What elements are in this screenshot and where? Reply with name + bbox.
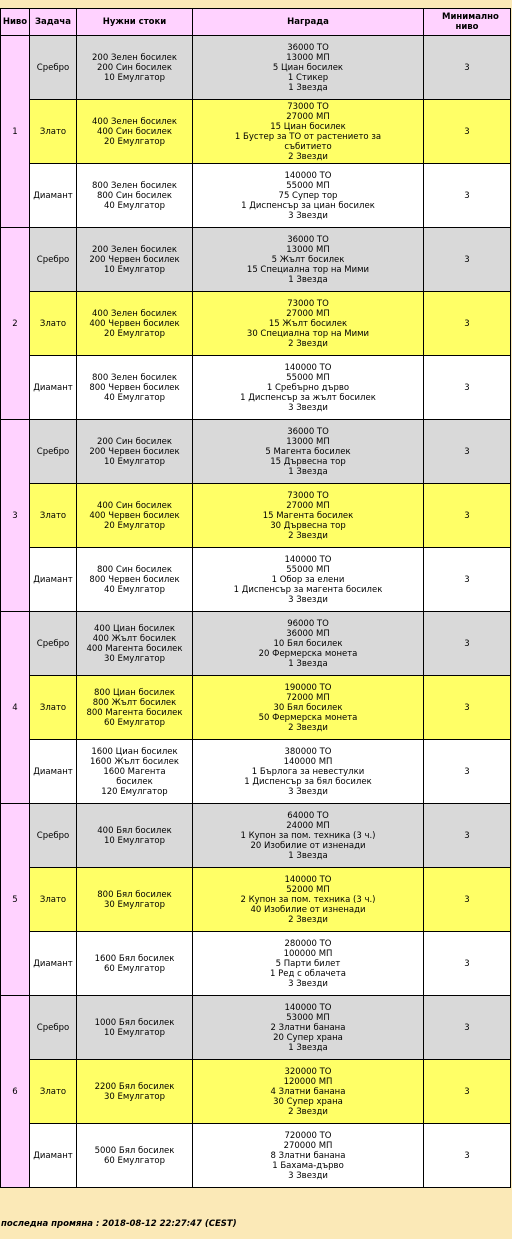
table-row: [1, 164, 511, 228]
task-cell: Злато: [30, 676, 77, 740]
goods-line: 800 Зелен босилек: [92, 180, 177, 191]
reward-line: 2 Звезди: [288, 722, 328, 733]
goods-cell: [77, 100, 193, 164]
reward-line: 1 Звезда: [288, 274, 328, 285]
reward-line: 30 Бял босилек: [273, 702, 343, 713]
table-row: [1, 36, 511, 100]
reward-line: 5 Циан босилек: [272, 62, 344, 73]
table-row: [1, 292, 511, 356]
goods-line: 10 Емулгатор: [104, 264, 165, 275]
reward-line: 140000 ТО: [284, 554, 332, 565]
table-row: [1, 356, 511, 420]
reward-line: 720000 ТО: [284, 1130, 332, 1141]
header-task: Задача: [30, 9, 77, 36]
goods-line: 30 Емулгатор: [104, 653, 165, 664]
reward-line: 320000 ТО: [284, 1066, 332, 1077]
reward-cell: [193, 932, 424, 996]
goods-line: 800 Син босилек: [96, 564, 173, 575]
reward-line: 20 Изобилие от изненади: [250, 840, 366, 851]
goods-line: 800 Жълт босилек: [92, 697, 177, 708]
reward-line: 75 Супер тор: [278, 190, 338, 201]
reward-line: 3 Звезди: [288, 210, 328, 221]
goods-cell: [77, 612, 193, 676]
reward-cell: [193, 292, 424, 356]
reward-cell: [193, 868, 424, 932]
table-row: [1, 740, 511, 804]
reward-line: 1 Сребърно дърво: [266, 382, 350, 393]
goods-line: 2200 Бял босилек: [94, 1081, 175, 1092]
reward-line: 2 Звезди: [288, 151, 328, 162]
goods-line: 200 Син босилек: [96, 62, 173, 73]
goods-cell: [77, 420, 193, 484]
reward-line: 3 Звезди: [288, 1170, 328, 1181]
table-row: [1, 676, 511, 740]
task-cell: Злато: [30, 868, 77, 932]
goods-cell: [77, 228, 193, 292]
task-cell: Злато: [30, 1060, 77, 1124]
min-level-cell: 3: [424, 676, 511, 740]
reward-line: 1 Диспенсър за магента босилек: [233, 584, 383, 595]
reward-cell: [193, 1060, 424, 1124]
table-row: [1, 484, 511, 548]
table-row: [1, 1060, 511, 1124]
reward-cell: [193, 612, 424, 676]
goods-cell: [77, 676, 193, 740]
table-row: [1, 420, 511, 484]
reward-line: 40 Изобилие от изненади: [250, 904, 366, 915]
reward-line: 72000 МП: [286, 692, 330, 703]
level-cell: 4: [1, 612, 30, 804]
reward-cell: [193, 100, 424, 164]
reward-cell: [193, 484, 424, 548]
reward-line: 30 Супер храна: [273, 1096, 343, 1107]
reward-line: 27000 МП: [286, 308, 330, 319]
goods-cell: [77, 356, 193, 420]
goods-line: 1600 Жълт босилек: [89, 756, 180, 767]
goods-line: 400 Бял босилек: [97, 825, 172, 836]
reward-line: 3 Звезди: [288, 594, 328, 605]
table-row: [1, 996, 511, 1060]
reward-line: 100000 МП: [283, 948, 333, 959]
goods-cell: [77, 996, 193, 1060]
goods-line: 5000 Бял босилек: [94, 1145, 175, 1156]
reward-line: 1 Обор за елени: [271, 574, 345, 585]
goods-line: 400 Син босилек: [96, 500, 173, 511]
goods-line: 200 Син босилек: [96, 436, 173, 447]
level-cell: 6: [1, 996, 30, 1188]
reward-line: 55000 МП: [286, 372, 330, 383]
reward-line: 20 Супер храна: [273, 1032, 343, 1043]
goods-line: 200 Червен босилек: [89, 446, 180, 457]
reward-line: 2 Златни банана: [270, 1022, 346, 1033]
table-row: [1, 868, 511, 932]
task-cell: Диамант: [30, 1124, 77, 1188]
goods-line: 400 Червен босилек: [89, 318, 180, 329]
min-level-cell: 3: [424, 868, 511, 932]
reward-line: 1 Диспенсър за циан босилек: [241, 200, 375, 211]
goods-cell: [77, 292, 193, 356]
goods-line: 400 Зелен босилек: [92, 308, 177, 319]
reward-line: 13000 МП: [286, 52, 330, 63]
reward-line: 380000 ТО: [284, 746, 332, 757]
reward-cell: [193, 804, 424, 868]
goods-line: 400 Зелен босилек: [92, 116, 177, 127]
goods-line: 400 Червен босилек: [89, 510, 180, 521]
reward-line: 15 Дървесна тор: [270, 456, 346, 467]
header-level: Ниво: [1, 9, 30, 36]
reward-line: 30 Дървесна тор: [270, 520, 346, 531]
goods-cell: [77, 804, 193, 868]
min-level-cell: 3: [424, 36, 511, 100]
last-modified: последна промяна : 2018-08-12 22:27:47 (CEST): [1, 1219, 237, 1229]
min-level-cell: 3: [424, 484, 511, 548]
reward-line: 96000 ТО: [287, 618, 329, 629]
goods-line: 10 Емулгатор: [104, 456, 165, 467]
goods-line: босилек: [116, 776, 153, 787]
min-level-cell: 3: [424, 1124, 511, 1188]
reward-line: 15 Специална тор на Мими: [246, 264, 370, 275]
reward-cell: [193, 740, 424, 804]
goods-cell: [77, 164, 193, 228]
goods-cell: [77, 36, 193, 100]
reward-line: 2 Звезди: [288, 338, 328, 349]
goods-cell: [77, 868, 193, 932]
reward-line: 36000 ТО: [287, 234, 329, 245]
header-reward: Награда: [193, 9, 424, 36]
goods-line: 40 Емулгатор: [104, 392, 165, 403]
goods-line: 200 Зелен босилек: [92, 244, 177, 255]
task-cell: Диамант: [30, 740, 77, 804]
task-cell: Диамант: [30, 356, 77, 420]
table-row: [1, 1124, 511, 1188]
reward-line: 27000 МП: [286, 111, 330, 122]
reward-line: 55000 МП: [286, 564, 330, 575]
reward-line: 140000 МП: [283, 756, 333, 767]
goods-line: 10 Емулгатор: [104, 72, 165, 83]
reward-cell: [193, 996, 424, 1060]
goods-line: 800 Червен босилек: [89, 382, 180, 393]
reward-line: 1 Звезда: [288, 466, 328, 477]
min-level-cell: 3: [424, 420, 511, 484]
reward-line: 270000 МП: [283, 1140, 333, 1151]
goods-line: 10 Емулгатор: [104, 1027, 165, 1038]
level-cell: 3: [1, 420, 30, 612]
goods-cell: [77, 1124, 193, 1188]
reward-line: 1 Звезда: [288, 82, 328, 93]
reward-line: 3 Звезди: [288, 786, 328, 797]
reward-line: 13000 МП: [286, 244, 330, 255]
table-row: [1, 612, 511, 676]
reward-line: 55000 МП: [286, 180, 330, 191]
reward-line: 36000 ТО: [287, 42, 329, 53]
goods-line: 800 Магента босилек: [86, 707, 183, 718]
min-level-cell: 3: [424, 804, 511, 868]
reward-line: 190000 ТО: [284, 682, 332, 693]
goods-line: 20 Емулгатор: [104, 136, 165, 147]
reward-line: 15 Жълт босилек: [268, 318, 348, 329]
reward-line: събитието: [284, 141, 332, 152]
goods-line: 60 Емулгатор: [104, 963, 165, 974]
reward-line: 5 Парти билет: [275, 958, 341, 969]
reward-line: 52000 МП: [286, 884, 330, 895]
min-level-cell: 3: [424, 1060, 511, 1124]
min-level-cell: 3: [424, 228, 511, 292]
goods-line: 20 Емулгатор: [104, 328, 165, 339]
task-cell: Сребро: [30, 996, 77, 1060]
reward-line: 53000 МП: [286, 1012, 330, 1023]
min-level-cell: 3: [424, 932, 511, 996]
reward-line: 8 Златни банана: [270, 1150, 346, 1161]
header-min-level: Минимално ниво: [424, 9, 511, 36]
goods-line: 30 Емулгатор: [104, 1091, 165, 1102]
quest-table: [0, 8, 511, 1188]
reward-line: 73000 ТО: [287, 490, 329, 501]
reward-line: 1 Диспенсър за бял босилек: [244, 776, 372, 787]
reward-line: 1 Бърлога за невестулки: [251, 766, 365, 777]
reward-line: 2 Звезди: [288, 914, 328, 925]
reward-line: 1 Диспенсър за жълт босилек: [240, 392, 376, 403]
reward-line: 10 Бял босилек: [273, 638, 343, 649]
goods-line: 60 Емулгатор: [104, 717, 165, 728]
goods-line: 120 Емулгатор: [101, 786, 168, 797]
goods-line: 60 Емулгатор: [104, 1155, 165, 1166]
reward-line: 1 Звезда: [288, 850, 328, 861]
reward-line: 4 Златни банана: [270, 1086, 346, 1097]
reward-cell: [193, 36, 424, 100]
reward-line: 3 Звезди: [288, 402, 328, 413]
min-level-cell: 3: [424, 356, 511, 420]
table-row: [1, 804, 511, 868]
reward-line: 2 Купон за пом. техника (3 ч.): [240, 894, 376, 905]
reward-line: 5 Магента босилек: [265, 446, 351, 457]
goods-line: 40 Емулгатор: [104, 200, 165, 211]
min-level-cell: 3: [424, 548, 511, 612]
min-level-cell: 3: [424, 292, 511, 356]
reward-line: 64000 ТО: [287, 810, 329, 821]
reward-cell: [193, 548, 424, 612]
reward-line: 50 Фермерска монета: [258, 712, 358, 723]
goods-cell: [77, 932, 193, 996]
reward-line: 280000 ТО: [284, 938, 332, 949]
reward-line: 1 Стикер: [287, 72, 329, 83]
reward-line: 15 Магента босилек: [262, 510, 354, 521]
goods-cell: [77, 1060, 193, 1124]
reward-cell: [193, 228, 424, 292]
goods-line: 400 Циан босилек: [94, 623, 175, 634]
level-cell: 2: [1, 228, 30, 420]
reward-line: 1 Купон за пом. техника (3 ч.): [240, 830, 376, 841]
reward-line: 2 Звезди: [288, 530, 328, 541]
goods-line: 30 Емулгатор: [104, 899, 165, 910]
table-row: [1, 548, 511, 612]
goods-cell: [77, 484, 193, 548]
reward-line: 140000 ТО: [284, 170, 332, 181]
goods-line: 400 Син босилек: [96, 126, 173, 137]
task-cell: Злато: [30, 100, 77, 164]
goods-line: 20 Емулгатор: [104, 520, 165, 531]
goods-line: 1600 Бял босилек: [94, 953, 175, 964]
goods-line: 1600 Циан босилек: [91, 746, 178, 757]
task-cell: Сребро: [30, 612, 77, 676]
goods-line: 10 Емулгатор: [104, 835, 165, 846]
task-cell: Сребро: [30, 228, 77, 292]
min-level-cell: 3: [424, 996, 511, 1060]
reward-cell: [193, 676, 424, 740]
goods-cell: [77, 548, 193, 612]
goods-cell: [77, 740, 193, 804]
task-cell: Злато: [30, 484, 77, 548]
task-cell: Диамант: [30, 164, 77, 228]
goods-line: 400 Магента босилек: [86, 643, 183, 654]
goods-line: 1000 Бял босилек: [94, 1017, 175, 1028]
reward-line: 3 Звезди: [288, 978, 328, 989]
header-row: [1, 9, 511, 36]
goods-line: 200 Червен босилек: [89, 254, 180, 265]
reward-line: 140000 ТО: [284, 874, 332, 885]
goods-line: 400 Жълт босилек: [92, 633, 177, 644]
task-cell: Злато: [30, 292, 77, 356]
reward-line: 13000 МП: [286, 436, 330, 447]
reward-line: 5 Жълт босилек: [271, 254, 345, 265]
header-goods: Нужни стоки: [77, 9, 193, 36]
goods-line: 800 Бял босилек: [97, 889, 172, 900]
goods-line: 1600 Магента: [103, 766, 166, 777]
reward-line: 27000 МП: [286, 500, 330, 511]
reward-line: 1 Бахама-дърво: [272, 1160, 344, 1171]
goods-line: 800 Червен босилек: [89, 574, 180, 585]
goods-line: 200 Зелен босилек: [92, 52, 177, 63]
reward-line: 36000 МП: [286, 628, 330, 639]
task-cell: Сребро: [30, 36, 77, 100]
reward-line: 30 Специална тор на Мими: [246, 328, 370, 339]
goods-line: 800 Син босилек: [96, 190, 173, 201]
table-row: [1, 100, 511, 164]
min-level-cell: 3: [424, 100, 511, 164]
goods-line: 800 Зелен босилек: [92, 372, 177, 383]
reward-line: 20 Фермерска монета: [258, 648, 358, 659]
goods-line: 40 Емулгатор: [104, 584, 165, 595]
task-cell: Диамант: [30, 932, 77, 996]
reward-line: 120000 МП: [283, 1076, 333, 1087]
reward-cell: [193, 164, 424, 228]
reward-line: 73000 ТО: [287, 101, 329, 112]
level-cell: 1: [1, 36, 30, 228]
reward-line: 1 Ред с облачета: [270, 968, 346, 979]
reward-line: 140000 ТО: [284, 1002, 332, 1013]
reward-line: 1 Звезда: [288, 1042, 328, 1053]
reward-line: 24000 МП: [286, 820, 330, 831]
task-cell: Диамант: [30, 548, 77, 612]
reward-line: 1 Звезда: [288, 658, 328, 669]
min-level-cell: 3: [424, 612, 511, 676]
reward-line: 15 Циан босилек: [270, 121, 346, 132]
min-level-cell: 3: [424, 740, 511, 804]
reward-cell: [193, 420, 424, 484]
reward-line: 36000 ТО: [287, 426, 329, 437]
reward-line: 2 Звезди: [288, 1106, 328, 1117]
reward-line: 140000 ТО: [284, 362, 332, 373]
reward-line: 1 Бустер за ТО от растението за: [234, 131, 382, 142]
quest-rows: [1, 36, 511, 1188]
reward-line: 73000 ТО: [287, 298, 329, 309]
task-cell: Сребро: [30, 420, 77, 484]
min-level-cell: 3: [424, 164, 511, 228]
reward-cell: [193, 1124, 424, 1188]
level-cell: 5: [1, 804, 30, 996]
table-row: [1, 932, 511, 996]
task-cell: Сребро: [30, 804, 77, 868]
goods-line: 800 Циан босилек: [94, 687, 175, 698]
reward-cell: [193, 356, 424, 420]
table-row: [1, 228, 511, 292]
